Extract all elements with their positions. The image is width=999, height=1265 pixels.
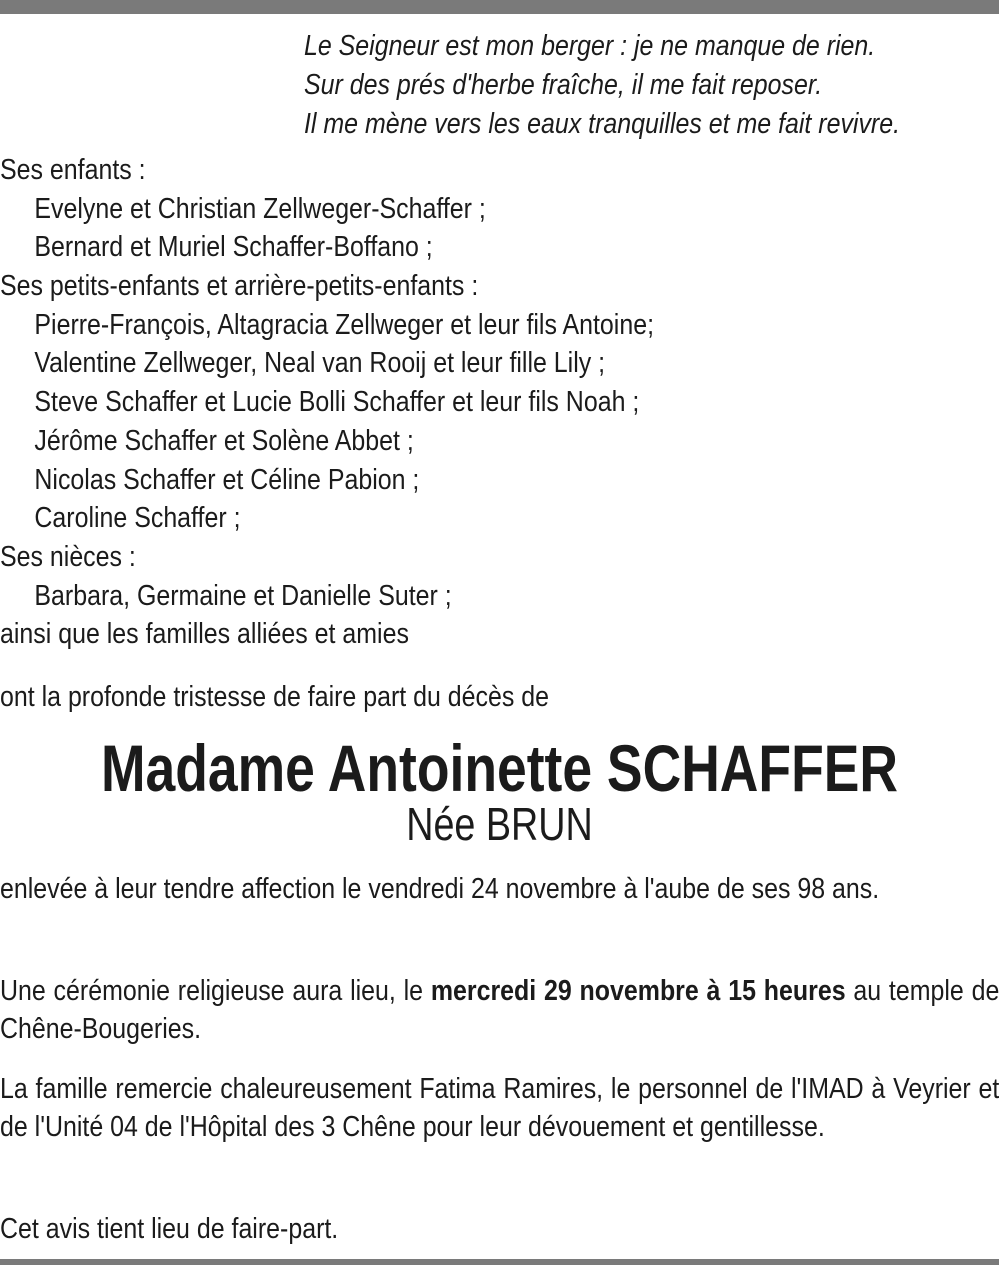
nieces-heading: Ses nièces : [0,540,136,573]
psalm-line: Sur des prés d'herbe fraîche, il me fait reposer. [304,69,823,101]
ceremony-date: mercredi 29 novembre à 15 heures [430,975,846,1007]
family-member: Bernard et Muriel Schaffer-Boffano ; [34,231,433,264]
family-closing: ainsi que les familles alliées et amies [0,618,409,651]
maiden-name: Née BRUN [406,798,593,850]
family-member: Valentine Zellweger, Neal van Rooij et leur fille Lily ; [34,347,606,380]
deceased-name: Madame Antoinette SCHAFFER [100,731,898,805]
psalm-quote [304,27,900,144]
family-member: Nicolas Schaffer et Céline Pabion ; [34,463,420,496]
family-member: Evelyne et Christian Zellweger-Schaffer ; [34,192,486,225]
passing-paragraph: enlevée à leur tendre affection le vendredi 24 novembre à l'aube de ses 98 ans. [0,873,880,905]
grandchildren-heading: Ses petits-enfants et arrière-petits-enfants : [0,270,479,303]
family-member: Caroline Schaffer ; [34,502,241,535]
psalm-line: Il me mène vers les eaux tranquilles et me fait revivre. [304,108,901,140]
children-heading: Ses enfants : [0,154,146,186]
family-member: Barbara, Germaine et Danielle Suter ; [34,579,452,612]
announcement-text: ont la profonde tristesse de faire part du décès de [0,681,550,713]
family-member: Jérôme Schaffer et Solène Abbet ; [34,424,414,457]
psalm-line: Le Seigneur est mon berger : je ne manque de rien. [304,30,876,62]
family-list [0,151,654,654]
family-member: Steve Schaffer et Lucie Bolli Schaffer et leur fils Noah ; [34,386,640,419]
top-border-rule [0,0,999,14]
bottom-border-rule [0,1259,999,1265]
notice-paragraph: Cet avis tient lieu de faire-part. [0,1213,339,1245]
ceremony-paragraph [0,972,999,1048]
ceremony-place: au temple de Chêne-Bougeries. [0,975,999,1045]
family-member: Pierre-François, Altagracia Zellweger et leur fils Antoine; [34,308,655,341]
thanks-paragraph: La famille remercie chaleureusement Fatima Ramires, le personnel de l'IMAD à Veyrier et de l'Unité 04 de l'Hôpital des 3 Chêne pour leur dévouement et gentillesse. [0,1073,999,1143]
ceremony-intro: Une cérémonie religieuse aura lieu, le [0,975,431,1007]
